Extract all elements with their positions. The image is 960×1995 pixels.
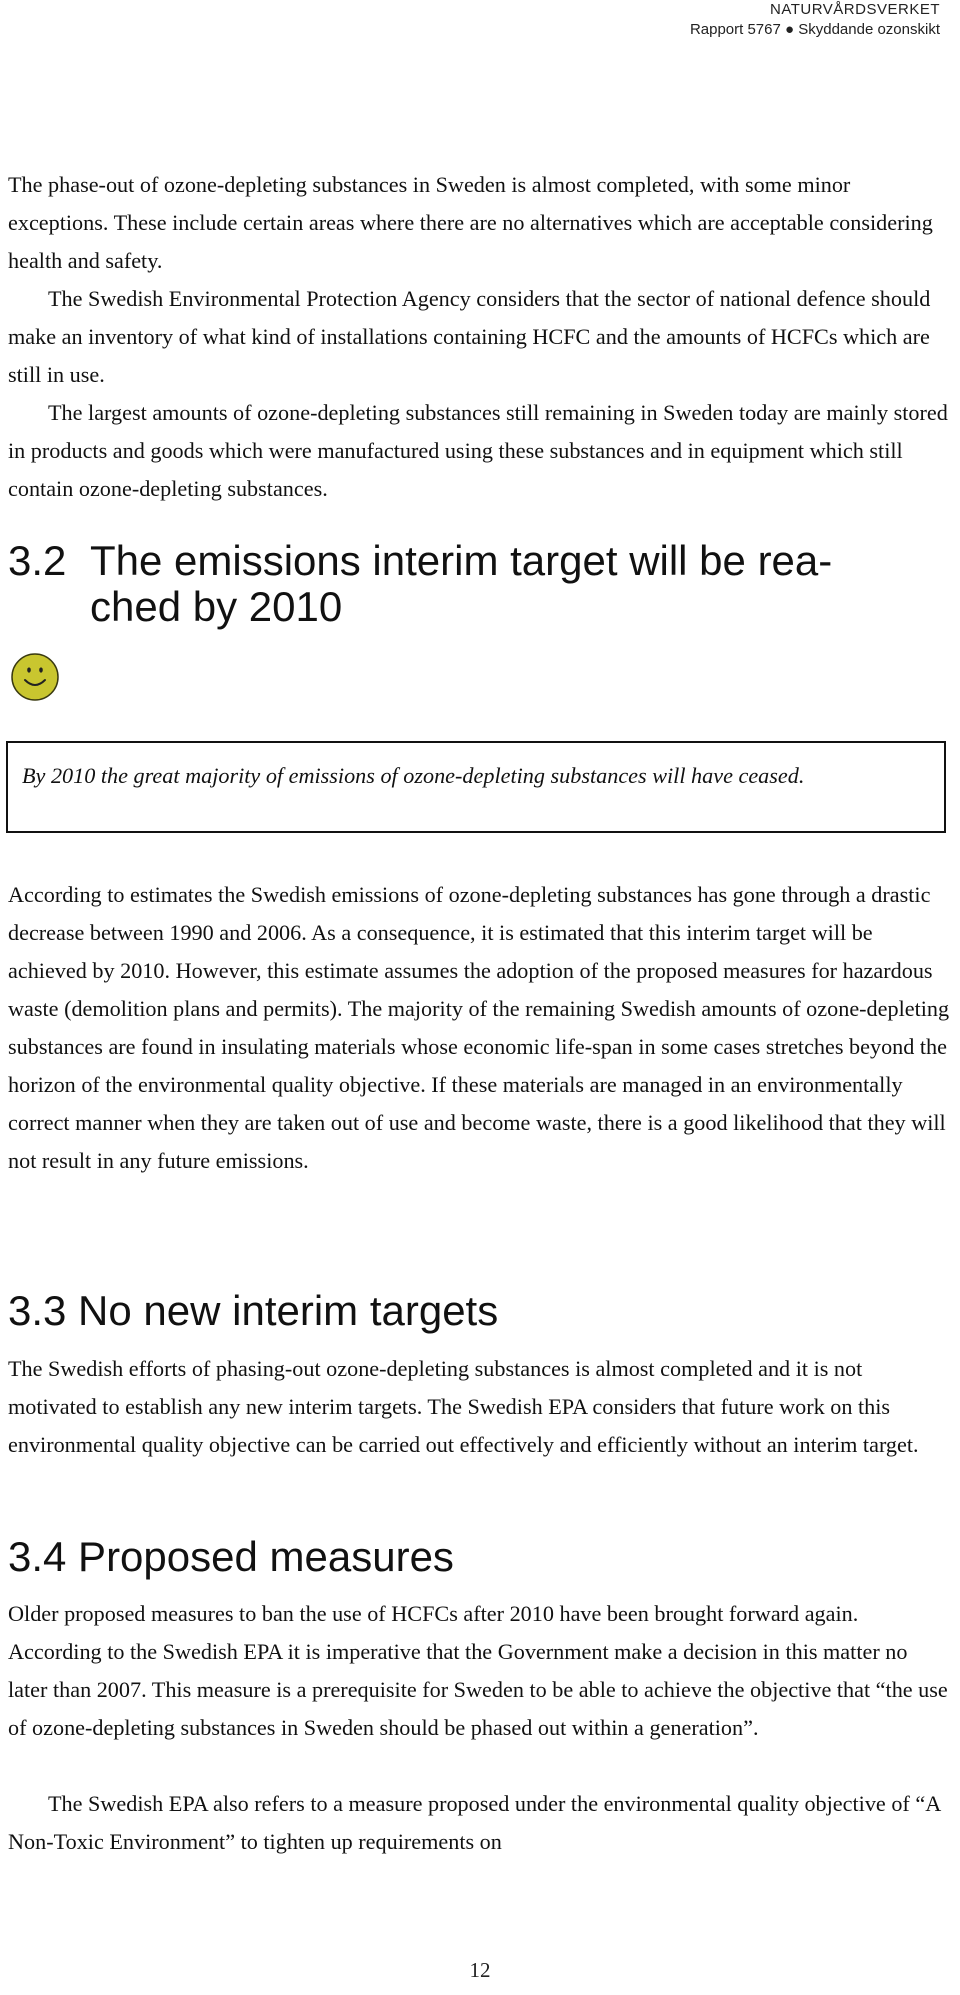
interim-target-box <box>6 741 946 833</box>
section-3-4-paragraph-1: Older proposed measures to ban the use of HCFCs after 2010 have been brought forward again. According to the Swedish EPA it is imperative that the Government make a decision in this matter no later than 2007. This measure is a prerequisite for Sweden to be able to achieve the objective that “the use of ozone-depleting substances in Sweden should be phased out within a generation”. <box>8 1601 948 1740</box>
intro-paragraph-3: The largest amounts of ozone-depleting substances still remaining in Sweden today are mainly stored in products and goods which were manufactured using these substances and in equipment which still contain ozone-depleting substances. <box>8 400 948 501</box>
section-3-2-number: 3.2 <box>8 537 67 584</box>
page-number: 12 <box>469 1958 491 1982</box>
page-header <box>690 0 940 40</box>
section-3-4-paragraph-2: The Swedish EPA also refers to a measure proposed under the environmental quality objective of “A Non-Toxic Environment” to tighten up requirements on <box>8 1791 940 1854</box>
section-3-2-title-line1: The emissions interim target will be rea- <box>90 537 833 584</box>
header-organization: NATURVÅRDSVERKET <box>770 1 940 18</box>
section-3-2-heading <box>8 538 888 630</box>
intro-paragraph-2: The Swedish Environmental Protection Agency considers that the sector of national defence should make an inventory of what kind of installations containing HCFC and the amounts of HCFCs which are still in use. <box>8 286 931 387</box>
section-3-3-heading: 3.3 No new interim targets <box>8 1287 499 1334</box>
section-3-3-paragraph: The Swedish efforts of phasing-out ozone-depleting substances is almost completed and it is not motivated to establish any new interim targets. The Swedish EPA considers that future work on this environmental quality objective can be carried out effectively and efficiently without an interim target. <box>8 1356 919 1457</box>
interim-target-text: By 2010 the great majority of emissions of ozone-depleting substances will have ceased. <box>22 763 805 788</box>
header-report-title: Rapport 5767 ● Skyddande ozonskikt <box>689 21 940 38</box>
smiley-face-icon <box>10 652 60 702</box>
intro-paragraph-1: The phase-out of ozone-depleting substances in Sweden is almost completed, with some minor exceptions. These include certain areas where there are no alternatives which are acceptable considering health and safety. <box>8 172 933 273</box>
section-3-2-paragraph: According to estimates the Swedish emissions of ozone-depleting substances has gone through a drastic decrease between 1990 and 2006. As a consequence, it is estimated that this interim target will be achieved by 2010. However, this estimate assumes the adoption of the proposed measures for hazardous waste (demolition plans and permits). The majority of the remaining Swedish amounts of ozone-depleting substances are found in insulating materials whose economic life-span in some cases stretches beyond the horizon of the environmental quality objective. If these materials are managed in an environmentally correct manner when they are taken out of use and become waste, there is a good likelihood that they will not result in any future emissions. <box>8 882 950 1173</box>
section-3-4-heading: 3.4 Proposed measures <box>8 1533 454 1580</box>
section-3-2-title-line2: ched by 2010 <box>90 583 343 630</box>
